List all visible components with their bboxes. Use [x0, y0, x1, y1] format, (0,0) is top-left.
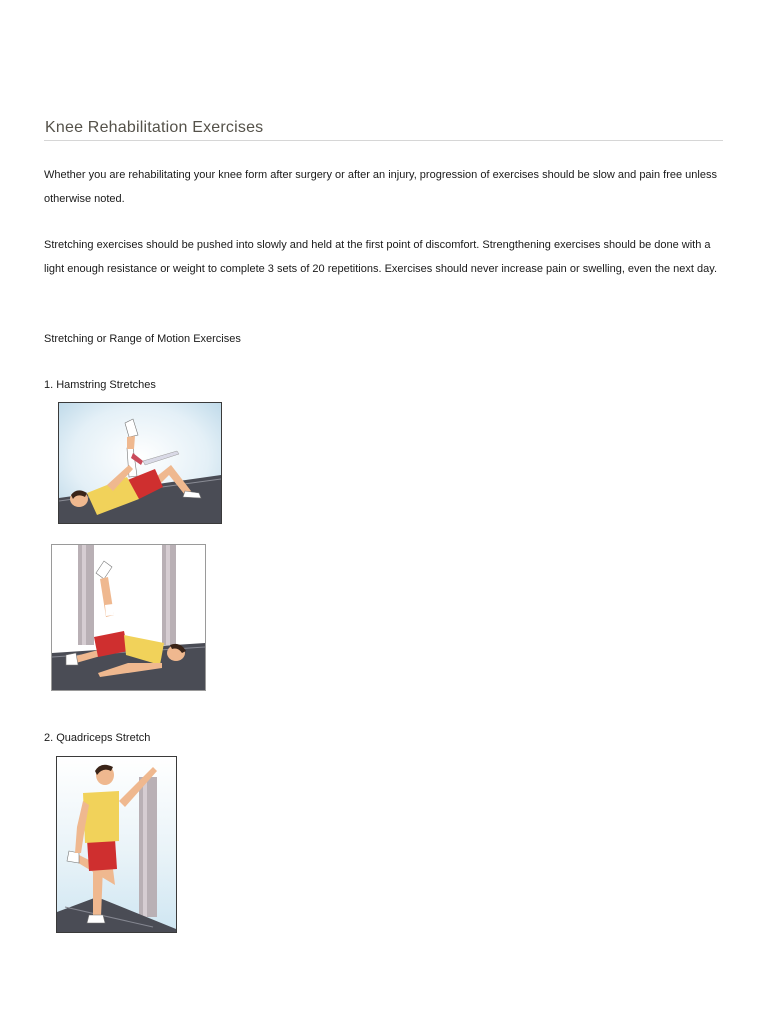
section-heading: Stretching or Range of Motion Exercises — [44, 333, 241, 345]
page-title: Knee Rehabilitation Exercises — [45, 119, 264, 136]
quadriceps-stretch-illustration — [56, 756, 177, 933]
exercise-label-hamstring: 1. Hamstring Stretches — [44, 379, 156, 391]
guidance-paragraph: Stretching exercises should be pushed into slowly and held at the first point of discomfort. Strengthening exercises should be done with a light enough resistance or weight to complete 3 sets of 20 repetitions. Exercises should never increase pain or swelling, even the next day. — [44, 239, 718, 275]
hamstring-stretch-towel-illustration — [58, 402, 222, 524]
title-divider — [44, 140, 723, 141]
exercise-label-quadriceps: 2. Quadriceps Stretch — [44, 732, 151, 744]
intro-paragraph: Whether you are rehabilitating your knee form after surgery or after an injury, progression of exercises should be slow and pain free unless otherwise noted. — [44, 169, 717, 205]
hamstring-stretch-doorway-illustration — [51, 544, 206, 691]
